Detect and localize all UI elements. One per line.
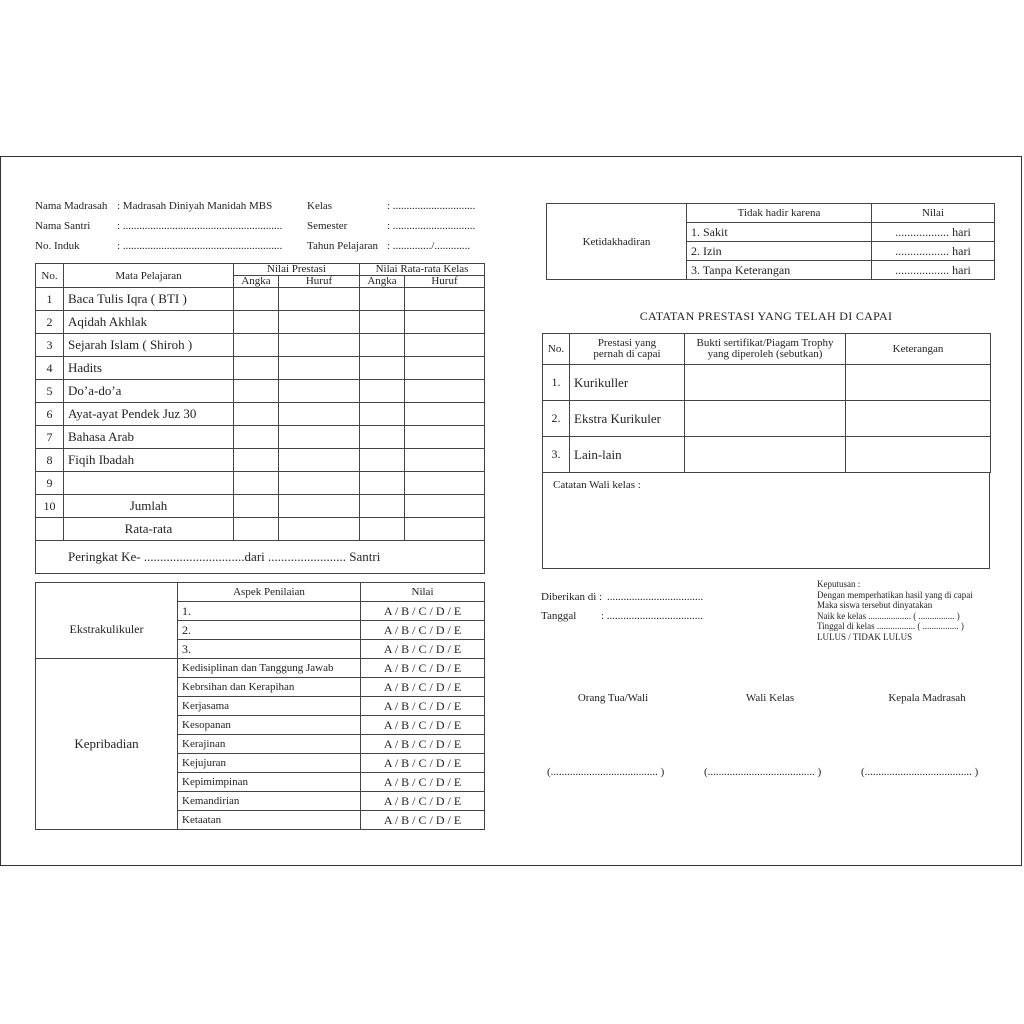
- cell-keterangan[interactable]: [846, 365, 991, 401]
- semester-label: Semester: [307, 220, 348, 232]
- madrasah-label: Nama Madrasah: [35, 200, 108, 212]
- attendance-label: Ketidakhadiran: [547, 204, 687, 280]
- table-row: [36, 334, 485, 357]
- kepribadian-item: Kesopanan: [178, 716, 361, 735]
- kepribadian-item: Kerjasama: [178, 697, 361, 716]
- jumlah-row: [36, 495, 485, 518]
- grades-header-angka: Angka: [234, 276, 279, 288]
- aspects-table: [35, 582, 485, 830]
- cell-keterangan[interactable]: [846, 401, 991, 437]
- attendance-value[interactable]: .................. hari: [872, 223, 995, 242]
- semester-value: : ..............................: [387, 220, 476, 232]
- attendance-table: [546, 203, 995, 280]
- cell-huruf[interactable]: [279, 426, 360, 449]
- row-subject: Do’a-do’a: [64, 380, 234, 403]
- achievement-no: 3.: [543, 437, 570, 473]
- cell-rata-angka[interactable]: [360, 311, 405, 334]
- achievements-title: CATATAN PRESTASI YANG TELAH DI CAPAI: [639, 309, 893, 323]
- diberikan-label: Diberikan di :: [541, 591, 603, 603]
- wali-notes-box[interactable]: [542, 473, 990, 569]
- tanggal-label: Tanggal: [541, 610, 577, 622]
- kepribadian-item: Kemandirian: [178, 792, 361, 811]
- sig-ortu-line[interactable]: (....................................... ): [547, 766, 665, 778]
- induk-label: No. Induk: [35, 240, 80, 252]
- table-row: [36, 288, 485, 311]
- grade-options[interactable]: A / B / C / D / E: [361, 678, 485, 697]
- cell-rata-huruf[interactable]: [405, 426, 485, 449]
- cell-huruf[interactable]: [279, 472, 360, 495]
- keputusan-line: Dengan memperhatikan hasil yang di capai: [817, 589, 973, 600]
- row-subject: Aqidah Akhlak: [64, 311, 234, 334]
- achievements-header-no: No.: [543, 334, 570, 365]
- cell-huruf[interactable]: [279, 403, 360, 426]
- row-subject: Ayat-ayat Pendek Juz 30: [64, 403, 234, 426]
- ekstra-item[interactable]: 1.: [178, 602, 361, 621]
- grade-options[interactable]: A / B / C / D / E: [361, 735, 485, 754]
- induk-value: : ..........................................................: [117, 240, 283, 252]
- cell-rata-angka[interactable]: [360, 288, 405, 311]
- kelas-value: : ..............................: [387, 200, 476, 212]
- tahun-label: Tahun Pelajaran: [307, 240, 379, 252]
- cell-angka[interactable]: [234, 357, 279, 380]
- grade-options[interactable]: A / B / C / D / E: [361, 602, 485, 621]
- cell-bukti[interactable]: [685, 437, 846, 473]
- cell-huruf[interactable]: [279, 334, 360, 357]
- grades-header-prestasi: Nilai Prestasi: [234, 264, 360, 276]
- ekstra-item[interactable]: 3.: [178, 640, 361, 659]
- row-no: 2: [36, 311, 64, 334]
- row-no: 7: [36, 426, 64, 449]
- grades-header-mapel: Mata Pelajaran: [64, 264, 234, 288]
- cell-angka[interactable]: [234, 426, 279, 449]
- cell-huruf[interactable]: [279, 380, 360, 403]
- cell-rata-angka[interactable]: [360, 357, 405, 380]
- cell-rata-kelas-huruf-total[interactable]: [405, 518, 485, 541]
- cell-angka[interactable]: [234, 311, 279, 334]
- rata-row: [36, 518, 485, 541]
- grades-header-huruf: Huruf: [279, 276, 360, 288]
- table-row: [36, 403, 485, 426]
- table-row: [36, 380, 485, 403]
- keputusan-line: Naik ke kelas ................... ( ................ ): [817, 610, 960, 621]
- cell-angka[interactable]: [234, 334, 279, 357]
- grades-header-rata-huruf: Huruf: [405, 276, 485, 288]
- sig-ortu-label: Orang Tua/Wali: [577, 692, 649, 704]
- table-row: [543, 365, 991, 401]
- achievement-no: 1.: [543, 365, 570, 401]
- achievement-no: 2.: [543, 401, 570, 437]
- achievements-header-keterangan: Keterangan: [846, 334, 991, 365]
- madrasah-value: : Madrasah Diniyah Manidah MBS: [117, 200, 273, 212]
- kepribadian-item: Kedisiplinan dan Tanggung Jawab: [178, 659, 361, 678]
- kepribadian-item: Ketaatan: [178, 811, 361, 830]
- sig-kepala-line[interactable]: (....................................... ): [861, 766, 979, 778]
- kepribadian-item: Kepimimpinan: [178, 773, 361, 792]
- grade-options[interactable]: A / B / C / D / E: [361, 792, 485, 811]
- cell-bukti[interactable]: [685, 365, 846, 401]
- jumlah-label: Jumlah: [64, 495, 234, 518]
- kelas-label: Kelas: [307, 200, 333, 212]
- cell-jumlah-huruf[interactable]: [279, 495, 360, 518]
- grades-header-rata-angka: Angka: [360, 276, 405, 288]
- grade-options[interactable]: A / B / C / D / E: [361, 754, 485, 773]
- kepribadian-item: Kejujuran: [178, 754, 361, 773]
- grade-options[interactable]: A / B / C / D / E: [361, 811, 485, 830]
- cell-rata-angka[interactable]: [360, 426, 405, 449]
- row-subject: Sejarah Islam ( Shiroh ): [64, 334, 234, 357]
- kepribadian-item: Kerajinan: [178, 735, 361, 754]
- cell-rata-angka-total[interactable]: [234, 518, 279, 541]
- tahun-value: : ............../.............: [387, 240, 471, 252]
- cell-rata-huruf[interactable]: [405, 380, 485, 403]
- cell-rata-angka[interactable]: [360, 334, 405, 357]
- achievements-header-bukti-line2: yang diperoleh (sebutkan): [707, 348, 823, 360]
- achievements-header-prestasi-line1: Prestasi yang: [597, 337, 657, 349]
- cell-huruf[interactable]: [279, 357, 360, 380]
- achievement-name: Ekstra Kurikuler: [570, 401, 685, 437]
- cell-rata-huruf[interactable]: [405, 403, 485, 426]
- cell-rata-huruf[interactable]: [405, 357, 485, 380]
- row-no: 4: [36, 357, 64, 380]
- santri-label: Nama Santri: [35, 220, 91, 232]
- cell-huruf[interactable]: [279, 449, 360, 472]
- row-no: 3: [36, 334, 64, 357]
- table-row: [36, 357, 485, 380]
- attendance-value[interactable]: .................. hari: [872, 242, 995, 261]
- row-subject: Bahasa Arab: [64, 426, 234, 449]
- tanggal-value[interactable]: : ...................................: [601, 610, 704, 622]
- table-row: [36, 311, 485, 334]
- cell-rata-huruf[interactable]: [405, 334, 485, 357]
- cell-jumlah-angka[interactable]: [234, 495, 279, 518]
- cell-angka[interactable]: [234, 403, 279, 426]
- row-no: 1: [36, 288, 64, 311]
- grade-options[interactable]: A / B / C / D / E: [361, 697, 485, 716]
- cell-keterangan[interactable]: [846, 437, 991, 473]
- cell-rata-kelas-angka-total[interactable]: [360, 518, 405, 541]
- aspects-header-aspek: Aspek Penilaian: [178, 583, 361, 602]
- row-no: 8: [36, 449, 64, 472]
- row-subject: Baca Tulis Iqra ( BTI ): [64, 288, 234, 311]
- keputusan-line: LULUS / TIDAK LULUS: [817, 631, 913, 642]
- cell-huruf[interactable]: [279, 288, 360, 311]
- achievements-table: [542, 333, 991, 473]
- keputusan-block: [817, 579, 973, 642]
- cell-rata-angka[interactable]: [360, 449, 405, 472]
- grades-header-no: No.: [36, 264, 64, 288]
- attendance-reason: 2. Izin: [687, 242, 872, 261]
- cell-rata-huruf-total[interactable]: [279, 518, 360, 541]
- cell-rata-angka[interactable]: [360, 403, 405, 426]
- grade-options[interactable]: A / B / C / D / E: [361, 773, 485, 792]
- santri-value: : ..........................................................: [117, 220, 283, 232]
- grade-options[interactable]: A / B / C / D / E: [361, 659, 485, 678]
- cell-bukti[interactable]: [685, 401, 846, 437]
- grade-options[interactable]: A / B / C / D / E: [361, 716, 485, 735]
- aspects-header-nilai: Nilai: [361, 583, 485, 602]
- row-no: 6: [36, 403, 64, 426]
- jumlah-no: 10: [36, 495, 64, 518]
- wali-notes-label: Catatan Wali kelas :: [553, 479, 641, 491]
- cell-huruf[interactable]: [279, 311, 360, 334]
- row-no: 9: [36, 472, 64, 495]
- attendance-reason: 3. Tanpa Keterangan: [687, 261, 872, 280]
- cell-angka[interactable]: [234, 288, 279, 311]
- cell-rata-huruf[interactable]: [405, 311, 485, 334]
- grades-table: [35, 263, 485, 574]
- achievements-header-prestasi: [570, 334, 685, 365]
- cell-rata-huruf[interactable]: [405, 288, 485, 311]
- cell-rata-angka[interactable]: [360, 472, 405, 495]
- attendance-header-reason: Tidak hadir karena: [687, 204, 872, 223]
- keputusan-line: Tinggal di kelas ................. ( ................ ): [817, 621, 964, 631]
- cell-jumlah-rata-angka[interactable]: [360, 495, 405, 518]
- cell-angka[interactable]: [234, 472, 279, 495]
- report-sheet: [0, 156, 1022, 866]
- ekstra-item[interactable]: 2.: [178, 621, 361, 640]
- row-subject: Fiqih Ibadah: [64, 449, 234, 472]
- diberikan-value[interactable]: ...................................: [607, 591, 704, 603]
- table-row: [36, 449, 485, 472]
- peringkat-line: Peringkat Ke- ...............................dari ........................ Santri: [36, 541, 485, 574]
- keputusan-line: Maka siswa tersebut dinyatakan: [817, 600, 933, 610]
- cell-rata-huruf[interactable]: [405, 449, 485, 472]
- sig-wali-label: Wali Kelas: [745, 692, 795, 704]
- attendance-reason: 1. Sakit: [687, 223, 872, 242]
- table-row: [543, 401, 991, 437]
- row-no: 5: [36, 380, 64, 403]
- cell-angka[interactable]: [234, 380, 279, 403]
- table-row: [543, 437, 991, 473]
- table-row: [36, 426, 485, 449]
- cell-rata-angka[interactable]: [360, 380, 405, 403]
- kepribadian-item: Kebrsihan dan Kerapihan: [178, 678, 361, 697]
- row-subject: Hadits: [64, 357, 234, 380]
- cell-rata-huruf[interactable]: [405, 472, 485, 495]
- grade-options[interactable]: A / B / C / D / E: [361, 640, 485, 659]
- cell-angka[interactable]: [234, 449, 279, 472]
- table-row: [36, 472, 485, 495]
- row-subject: [64, 472, 234, 495]
- kepribadian-label: Kepribadian: [36, 659, 178, 830]
- sig-wali-line[interactable]: (....................................... ): [704, 766, 822, 778]
- attendance-value[interactable]: .................. hari: [872, 261, 995, 280]
- attendance-header-nilai: Nilai: [872, 204, 995, 223]
- achievements-header-bukti: [685, 334, 846, 365]
- grades-header-rata-kelas: Nilai Rata-rata Kelas: [360, 264, 485, 276]
- sig-kepala-label: Kepala Madrasah: [888, 692, 966, 704]
- keputusan-line: Keputusan :: [817, 579, 861, 589]
- grade-options[interactable]: A / B / C / D / E: [361, 621, 485, 640]
- rata-label: Rata-rata: [64, 518, 234, 541]
- achievement-name: Kurikuller: [570, 365, 685, 401]
- achievements-header-prestasi-line2: pernah di capai: [593, 348, 661, 360]
- achievement-name: Lain-lain: [570, 437, 685, 473]
- ekstra-label: Ekstrakulikuler: [36, 602, 178, 659]
- achievements-header-bukti-line1: Bukti sertifikat/Piagam Trophy: [696, 337, 834, 349]
- cell-jumlah-rata-huruf[interactable]: [405, 495, 485, 518]
